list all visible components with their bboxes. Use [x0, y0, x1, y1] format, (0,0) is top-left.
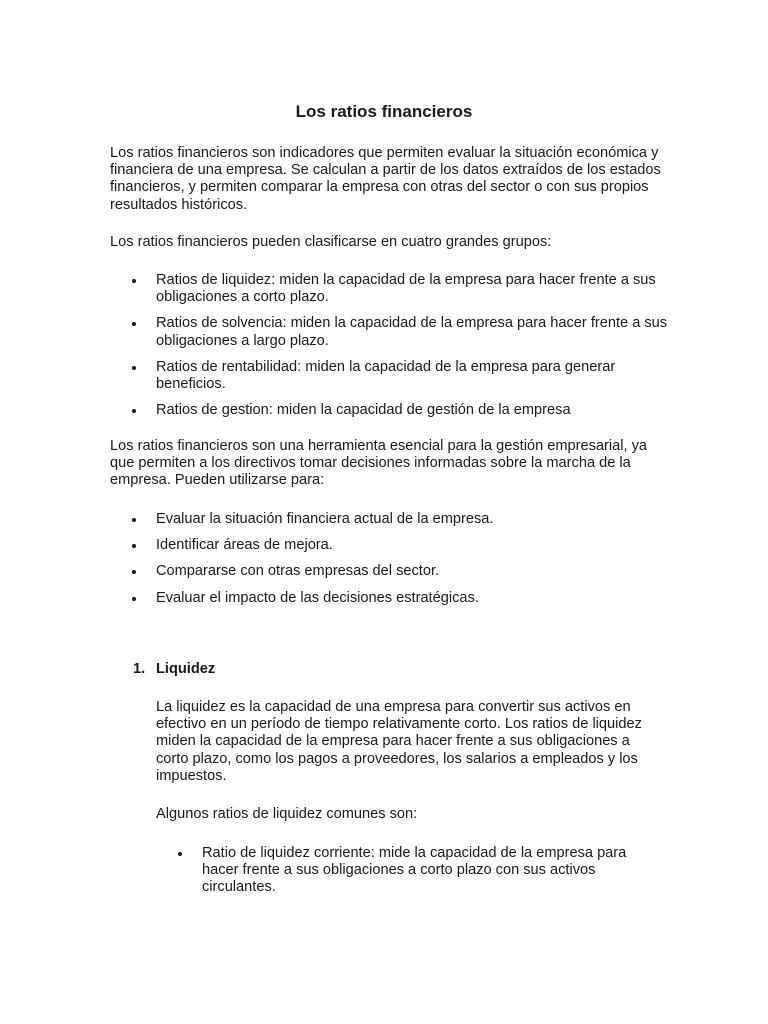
section-heading-liquidez — [133, 661, 215, 678]
intro-paragraph: Los ratios financieros son indicadores que permiten evaluar la situación económica y financiera de una empresa. Se calculan a partir de los datos extraídos de los estados financieros, y permiten comparar la empresa con otras del sector o con sus propios resultados históricos. — [110, 145, 661, 213]
list-item-text: Ratios de solvencia: miden la capacidad de la empresa para hacer frente a sus obligaciones a largo plazo. — [156, 315, 668, 349]
list-item-text: Compararse con otras empresas del sector. — [156, 563, 440, 580]
bullet-icon — [178, 852, 182, 856]
list-item — [110, 402, 670, 419]
list-item-text: Ratio de liquidez corriente: mide la capacidad de la empresa para hacer frente a sus obligaciones a corto plazo con sus activos circulantes. — [202, 845, 627, 896]
list-item-text: Ratios de rentabilidad: miden la capacidad de la empresa para generar beneficios. — [156, 358, 616, 393]
section-number: 1. — [133, 661, 146, 677]
list-item — [110, 590, 670, 607]
bullet-icon — [132, 279, 136, 283]
list-item-text: Evaluar la situación financiera actual de la empresa. — [156, 511, 494, 527]
bullet-icon — [132, 518, 136, 522]
tool-paragraph: Los ratios financieros son una herramienta esencial para la gestión empresarial, ya que permiten a los directivos tomar decisiones informadas sobre la marcha de la empresa. Pueden utilizarse para: — [110, 438, 648, 489]
list-item — [110, 511, 670, 528]
list-item — [110, 537, 670, 554]
section-title: Liquidez — [156, 661, 216, 677]
list-item-text: Identificar áreas de mejora. — [156, 537, 333, 554]
ratio-groups-list — [110, 272, 670, 428]
list-item — [156, 845, 666, 897]
bullet-icon — [132, 597, 136, 601]
classification-intro: Los ratios financieros pueden clasificarse en cuatro grandes grupos: — [110, 234, 552, 250]
liquidity-ratios-list — [156, 845, 666, 906]
bullet-icon — [132, 409, 136, 413]
list-item — [110, 563, 670, 580]
uses-list — [110, 511, 670, 616]
list-item-text: Ratios de gestion: miden la capacidad de gestión de la empresa — [156, 402, 571, 419]
common-ratios-intro: Algunos ratios de liquidez comunes son: — [156, 806, 418, 822]
bullet-icon — [132, 322, 136, 326]
bullet-icon — [132, 544, 136, 548]
bullet-icon — [132, 366, 136, 370]
list-item — [110, 272, 670, 306]
list-item — [110, 359, 670, 393]
liquidez-paragraph: La liquidez es la capacidad de una empresa para convertir sus activos en efectivo en un período de tiempo relativamente corto. Los ratios de liquidez miden la capacidad de la empresa para hacer frente a sus obligaciones a corto plazo, como los pagos a proveedores, los salarios a empleados y los impuestos. — [156, 699, 642, 784]
document-title: Los ratios financieros — [295, 102, 473, 121]
bullet-icon — [132, 570, 136, 574]
list-item — [110, 315, 670, 349]
list-item-text: Ratios de liquidez: miden la capacidad de la empresa para hacer frente a sus obligaciones a corto plazo. — [156, 272, 656, 306]
list-item-text: Evaluar el impacto de las decisiones estratégicas. — [156, 589, 479, 606]
